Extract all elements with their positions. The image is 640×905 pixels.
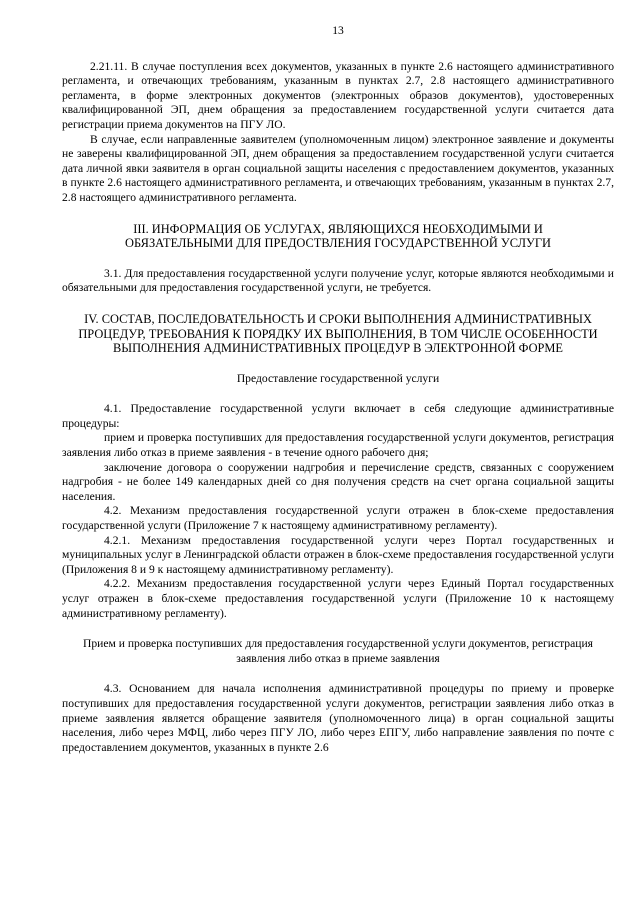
paragraph-4-2-1: 4.2.1. Механизм предоставления государственной услуги через Портал государственных и муниципальных услуг в Ленинградской области отражен в блок-схеме предоставления государственной услуги (Приложения 8 и 9 к настоящему административному регламенту). (62, 533, 614, 576)
paragraph-4-2-2: 4.2.2. Механизм предоставления государственной услуги через Единый Портал государственных услуг отражен в блок-схеме предоставления государственной услуги (Приложение 10 к настоящему административному регламенту). (62, 577, 614, 620)
procedure-item-intake: прием и проверка поступивших для предоставления государственной услуги документов, регистрация заявления либо отказ в приеме заявления - в течение одного рабочего дня; (62, 431, 614, 460)
subsection-heading-provision: Предоставление государственной услуги (236, 371, 440, 385)
section-heading-3: III. ИНФОРМАЦИЯ ОБ УСЛУГАХ, ЯВЛЯЮЩИХСЯ НЕОБХОДИМЫМИ И ОБЯЗАТЕЛЬНЫМИ ДЛЯ ПРЕДОСТВЛЕНИЯ ГОСУДАРСТВЕННОЙ УСЛУГИ (125, 221, 551, 251)
section-heading-4: IV. СОСТАВ, ПОСЛЕДОВАТЕЛЬНОСТЬ И СРОКИ ВЫПОЛНЕНИЯ АДМИНИСТРАТИВНЫХ ПРОЦЕДУР, ТРЕБОВАНИЯ К ПОРЯДКУ ИХ ВЫПОЛНЕНИЯ, В ТОМ ЧИСЛЕ ОСОБЕННОСТИ ВЫПОЛНЕНИЯ АДМИНИСТРАТИВНЫХ ПРОЦЕДУР В ЭЛЕКТРОННОЙ ФОРМЕ (78, 311, 598, 356)
paragraph-3-1: 3.1. Для предоставления государственной услуги получение услуг, которые являются необходимыми и обязательными для предоставления государственной услуги, не требуется. (62, 266, 614, 295)
paragraph-2-21-11: 2.21.11. В случае поступления всех документов, указанных в пункте 2.6 настоящего административного регламента, и отвечающих требованиям, указанным в пунктах 2.7, 2.8 настоящего административного регламента, в форме электронных документов (электронных образов документов), удостоверенных квалифицированной ЭП, днем обращения за предоставлением государственной услуги считается дата регистрации приема документов на ПГУ ЛО. (62, 59, 614, 131)
paragraph-unsigned-case: В случае, если направленные заявителем (уполномоченным лицом) электронное заявление и документы не заверены квалифицированной ЭП, днем обращения за предоставлением государственной услуги считается дата личной явки заявителя в орган социальной защиты населения с предоставлением документов, указанных в пункте 2.6 настоящего административного регламента, и отвечающих требованиям, указанным в пунктах 2.7, 2.8 настоящего административного регламента. (62, 132, 614, 204)
paragraph-4-1: 4.1. Предоставление государственной услуги включает в себя следующие административные процедуры: (62, 402, 614, 430)
subsection-heading-intake: Прием и проверка поступивших для предоставления государственной услуги документов, регистрация заявления либо отказ в приеме заявления (83, 637, 593, 665)
paragraph-4-3: 4.3. Основанием для начала исполнения административной процедуры по приему и проверке поступивших для предоставления государственной услуги документов, регистрации заявления либо отказ в приеме заявления является обращение заявителя (уполномоченного лица) в орган социальной защиты населения, либо через МФЦ, либо через ПГУ ЛО, либо через ЕПГУ, либо направление заявления по почте с предоставлением документов, указанных в пункте 2.6 (62, 682, 614, 754)
page-number: 13 (332, 24, 344, 37)
procedure-item-contract: заключение договора о сооружении надгробия и перечисление средств, связанных с сооружением надгробия - не более 149 календарных дней со дня получения средств на счет органа социальной защиты населения. (62, 460, 614, 503)
paragraph-4-2: 4.2. Механизм предоставления государственной услуги отражен в блок-схеме предоставления государственной услуги (Приложение 7 к настоящему административному регламенту). (62, 504, 614, 533)
